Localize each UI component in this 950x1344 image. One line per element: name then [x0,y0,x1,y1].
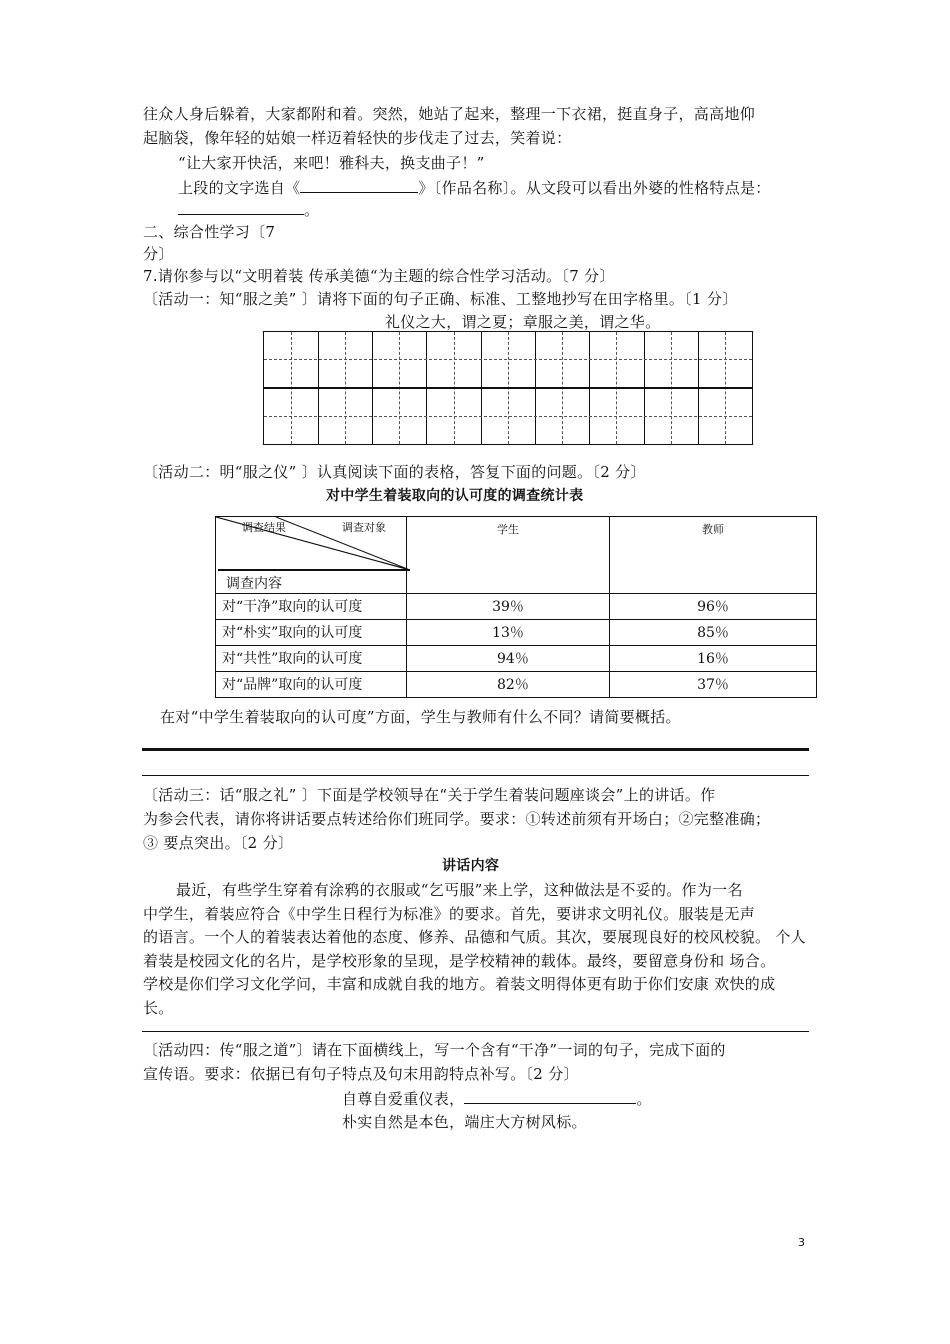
tianzige-grid[interactable] [263,331,753,445]
speech-line: 的语言。一个人的着装表达着他的态度、修养、品德和气质。其次，要展现良好的校风校貌。 个人 [143,928,806,946]
table-title: 对中学生着装取向的认可度的调查统计表 [326,488,584,504]
speech-line: 中学生，着装应符合《中学生日程行为标准》的要求。首先，要讲求文明礼仪。服装是无声 [143,905,756,923]
slogan-line-1 [342,1087,652,1110]
answer-line[interactable] [142,775,809,776]
page-number: 3 [798,1236,805,1249]
answer-blank-work[interactable] [300,176,418,193]
q7-intro: 7.请你参与以“文明着装 传承美德“为主题的综合性学习活动。〔7 分〕 [143,267,615,285]
question-middle: 》〔作品名称〕。从文段可以看出外婆的性格特点是： [418,179,771,197]
slogan-1-text: 自尊自爱重仪表， [342,1090,465,1108]
activity-3-line-2: 为参会代表，请你将讲话要点转述给你们班同学。要求：①转述前须有开场白；②完整准确； [143,810,771,828]
table-row: 对“共性”取向的认可度 94％ 16％ [216,646,817,672]
slogan-line-2: 朴实自然是本色，端庄大方树风标。 [342,1113,587,1131]
table-question: 在对“中学生着装取向的认可度”方面，学生与教师有什么不同？请简要概括。 [160,708,681,726]
speech-line: 着装是校园文化的名片，是学校形象的呈现，是学校精神的载体。最终，要留意身份和 场合。 [143,952,776,970]
slogan-answer-blank[interactable] [464,1087,636,1104]
activity-4-line-1: 〔活动四：传“服之道”〕请在下面横线上，写一个含有“干净”一词的句子，完成下面的 [143,1041,726,1059]
intro-quote: “让大家开快活，来吧！雅科夫，换支曲子！” [178,154,485,172]
answer-line-thick[interactable] [142,748,809,751]
section-heading-cont: 分〕 [143,245,174,263]
answer-blank-trait[interactable] [178,198,304,215]
table-corner-cell [216,517,407,594]
speech-line: 学校是你们学习文化学问，丰富和成就自我的地方。着装文明得体更有助于你们安康 欢快的成 [143,975,776,993]
activity-1: 〔活动一：知“服之美” 〕请将下面的句子正确、标准、工整地抄写在田字格里。〔1 分〕 [143,290,738,308]
activity-3-line-3: ③ 要点突出。〔2 分〕 [143,834,294,852]
activity-3-line-1: 〔活动三：话“服之礼” 〕下面是学校领导在“关于学生着装问题座谈会”上的讲话。作 [143,786,716,804]
table-row: 对“品牌”取向的认可度 82％ 37％ [216,672,817,698]
slogan-1-end: 。 [636,1090,652,1108]
survey-table [215,516,817,698]
intro-line-1: 往众人身后躲着，大家都附和着。突然，她站了起来，整理一下衣裙，挺直身子，高高地仰 [143,105,756,123]
section-divider [142,1031,809,1032]
question-prefix: 上段的文字选自《 [178,179,301,197]
section-heading: 二、综合性学习〔7 [143,223,276,241]
speech-title: 讲话内容 [442,858,500,874]
header-student: 学生 [407,517,610,594]
header-target: 调查对象 [342,521,386,534]
copy-sentence: 礼仪之大，谓之夏；章服之美，谓之华。 [385,313,661,331]
question-source [178,176,771,199]
table-row: 对“朴实”取向的认可度 13％ 85％ [216,620,817,646]
header-result: 调查结果 [242,521,286,534]
intro-line-2: 起脑袋，像年轻的姑娘一样迈着轻快的步伐走了过去，笑着说： [143,129,572,147]
speech-line: 长。 [143,999,174,1017]
activity-4-line-2: 宣传语。要求：依据已有句子特点及句末用韵特点补写。〔2 分〕 [143,1065,579,1083]
activity-2: 〔活动二：明“服之仪” 〕认真阅读下面的表格，答复下面的问题。〔2 分〕 [143,463,646,481]
question-trait [178,198,319,221]
header-content: 调查内容 [226,576,282,592]
question-end: 。 [304,201,320,219]
table-row: 对“干净”取向的认可度 39％ 96％ [216,594,817,620]
speech-line: 最近，有些学生穿着有涂鸦的衣服或“乞丐服”来上学，这种做法是不妥的。作为一名 [176,881,743,899]
header-teacher: 教师 [610,517,817,594]
